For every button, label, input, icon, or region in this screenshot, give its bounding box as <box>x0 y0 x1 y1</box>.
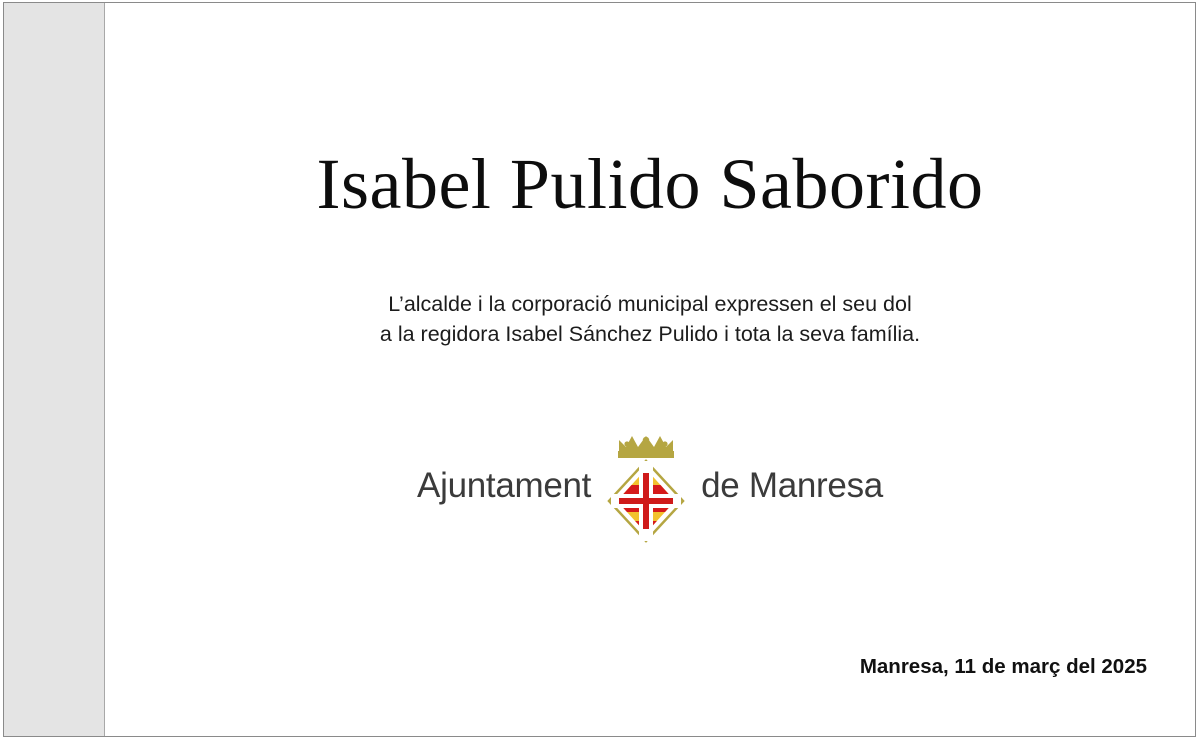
institution-logo <box>105 421 1195 551</box>
logo-word-ajuntament: Ajuntament <box>417 466 592 505</box>
condolence-message-line-2: a la regidora Isabel Sánchez Pulido i tota la seva família. <box>379 322 921 346</box>
slide-footer-place-date: Manresa, 11 de març del 2025 <box>859 655 1147 678</box>
condolence-message <box>105 289 1195 349</box>
left-accent-band <box>4 3 104 736</box>
manresa-coat-of-arms-icon <box>605 425 687 547</box>
slide-content <box>105 3 1195 736</box>
page-title: Isabel Pulido Saborido <box>316 144 984 224</box>
condolence-message-line-1: L’alcalde i la corporació municipal expressen el seu dol <box>388 292 912 316</box>
logo-word-de-manresa: de Manresa <box>701 466 883 505</box>
